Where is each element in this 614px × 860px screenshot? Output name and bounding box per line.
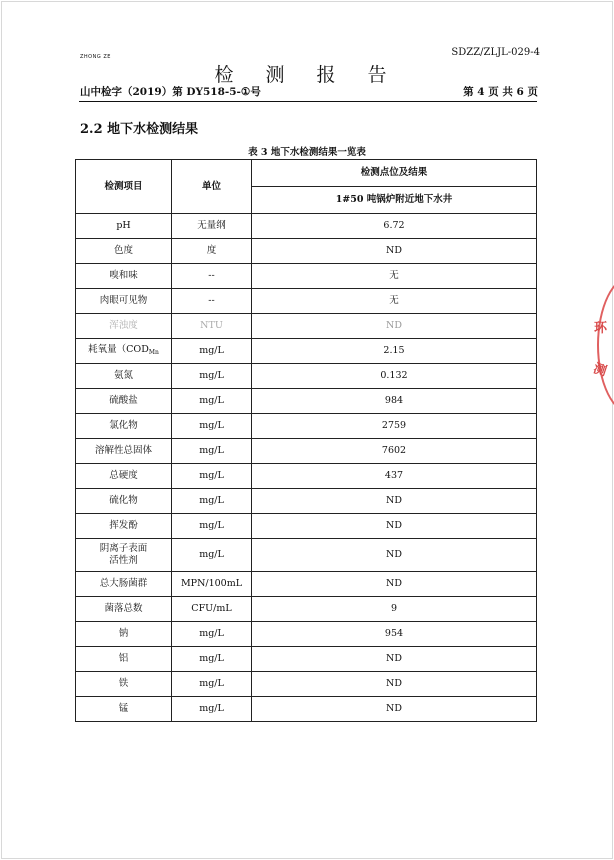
unit-cell: mg/L (172, 622, 252, 647)
item-cell (76, 239, 172, 264)
section-title: 2.2 地下水检测结果 (80, 122, 199, 137)
item-name: 色度 (113, 245, 133, 256)
item-cell (76, 339, 172, 364)
item-cell (76, 514, 172, 539)
item-name: 氨氮 (113, 370, 133, 381)
company-logo-text: ZHONG ZE (80, 54, 111, 60)
document-code: SDZZ/ZLJL-029-4 (451, 47, 540, 58)
value-cell: 2759 (252, 414, 537, 439)
unit-cell: mg/L (172, 414, 252, 439)
table-row (76, 339, 537, 364)
item-name: 浑浊度 (109, 320, 138, 331)
value-cell: 无 (252, 264, 537, 289)
unit-cell: mg/L (172, 697, 252, 722)
red-seal-stamp (589, 275, 614, 415)
item-cell (76, 697, 172, 722)
item-name: 铁 (118, 678, 129, 689)
item-cell (76, 389, 172, 414)
value-cell: ND (252, 697, 537, 722)
item-name: 肉眼可见物 (99, 295, 148, 306)
stamp-char: 测 (591, 361, 609, 380)
item-name: 总大肠菌群 (99, 578, 148, 589)
unit-cell: mg/L (172, 439, 252, 464)
table-row (76, 622, 537, 647)
unit-cell: mg/L (172, 489, 252, 514)
item-cell (76, 289, 172, 314)
item-name: 硫酸盐 (109, 395, 138, 406)
unit-cell: -- (172, 289, 252, 314)
item-name: 氯化物 (109, 420, 138, 431)
report-title: 检 测 报 告 (214, 64, 400, 86)
table-row (76, 464, 537, 489)
value-cell: ND (252, 239, 537, 264)
value-cell: 437 (252, 464, 537, 489)
item-name: 铝 (118, 653, 129, 664)
item-name: pH (116, 220, 131, 231)
header-rule (79, 101, 537, 102)
value-cell: 9 (252, 597, 537, 622)
table-row (76, 289, 537, 314)
item-cell (76, 597, 172, 622)
value-cell: ND (252, 647, 537, 672)
table-row (76, 389, 537, 414)
unit-cell: CFU/mL (172, 597, 252, 622)
table-body (76, 214, 537, 722)
table-row (76, 539, 537, 572)
table-row (76, 414, 537, 439)
table-row (76, 514, 537, 539)
value-cell: ND (252, 672, 537, 697)
item-cell (76, 264, 172, 289)
item-name: 溶解性总固体 (94, 445, 152, 456)
item-cell (76, 439, 172, 464)
item-cell (76, 214, 172, 239)
table-row (76, 672, 537, 697)
table-row (76, 572, 537, 597)
item-cell (76, 489, 172, 514)
value-cell: 7602 (252, 439, 537, 464)
item-name: 硫化物 (109, 495, 138, 506)
unit-cell: mg/L (172, 539, 252, 572)
unit-cell: mg/L (172, 514, 252, 539)
item-cell (76, 672, 172, 697)
item-name: 总硬度 (109, 470, 138, 481)
value-cell: ND (252, 539, 537, 572)
table-row (76, 239, 537, 264)
item-name: 嗅和味 (109, 270, 138, 281)
page-number: 第 4 页 共 6 页 (463, 86, 538, 98)
unit-cell: mg/L (172, 672, 252, 697)
item-cell (76, 622, 172, 647)
item-cell (76, 314, 172, 339)
table-row (76, 364, 537, 389)
value-cell: 无 (252, 289, 537, 314)
table-row (76, 647, 537, 672)
value-cell: 984 (252, 389, 537, 414)
header-sampling-point: 1#50 吨锅炉附近地下水井 (252, 187, 537, 214)
value-cell: 0.132 (252, 364, 537, 389)
value-cell: 2.15 (252, 339, 537, 364)
table-row (76, 597, 537, 622)
unit-cell: MPN/100mL (172, 572, 252, 597)
item-name: 锰 (118, 703, 129, 714)
value-cell: ND (252, 314, 537, 339)
header-item: 检测项目 (76, 160, 172, 214)
item-subscript: Mn (148, 348, 159, 356)
table-caption: 表 3 地下水检测结果一览表 (248, 147, 366, 158)
value-cell: ND (252, 489, 537, 514)
unit-cell: mg/L (172, 339, 252, 364)
stamp-ring (597, 275, 614, 415)
item-cell (76, 364, 172, 389)
unit-cell: 度 (172, 239, 252, 264)
item-cell (76, 464, 172, 489)
item-cell (76, 647, 172, 672)
value-cell: 954 (252, 622, 537, 647)
table-row (76, 697, 537, 722)
groundwater-results-table (75, 159, 537, 722)
unit-cell: 无量纲 (172, 214, 252, 239)
stamp-char: 环 (594, 321, 608, 336)
table-row (76, 439, 537, 464)
header-unit: 单位 (172, 160, 252, 214)
item-name: 钠 (118, 628, 129, 639)
value-cell: 6.72 (252, 214, 537, 239)
table-row (76, 214, 537, 239)
item-cell (76, 539, 172, 572)
unit-cell: NTU (172, 314, 252, 339)
unit-cell: mg/L (172, 364, 252, 389)
header-result-group: 检测点位及结果 (252, 160, 537, 187)
table-row (76, 264, 537, 289)
item-cell (76, 414, 172, 439)
value-cell: ND (252, 572, 537, 597)
unit-cell: -- (172, 264, 252, 289)
item-name: 挥发酚 (109, 520, 138, 531)
report-number: 山中检字（2019）第 DY518-5-①号 (80, 86, 261, 98)
unit-cell: mg/L (172, 389, 252, 414)
item-name-line2: 活性剂 (109, 555, 138, 566)
unit-cell: mg/L (172, 464, 252, 489)
value-cell: ND (252, 514, 537, 539)
unit-cell: mg/L (172, 647, 252, 672)
item-cell (76, 572, 172, 597)
item-name: 菌落总数 (104, 603, 143, 614)
table-row (76, 314, 537, 339)
item-name: 耗氧量（COD (88, 343, 149, 355)
item-name: 阴离子表面 (99, 543, 148, 554)
table-row (76, 489, 537, 514)
